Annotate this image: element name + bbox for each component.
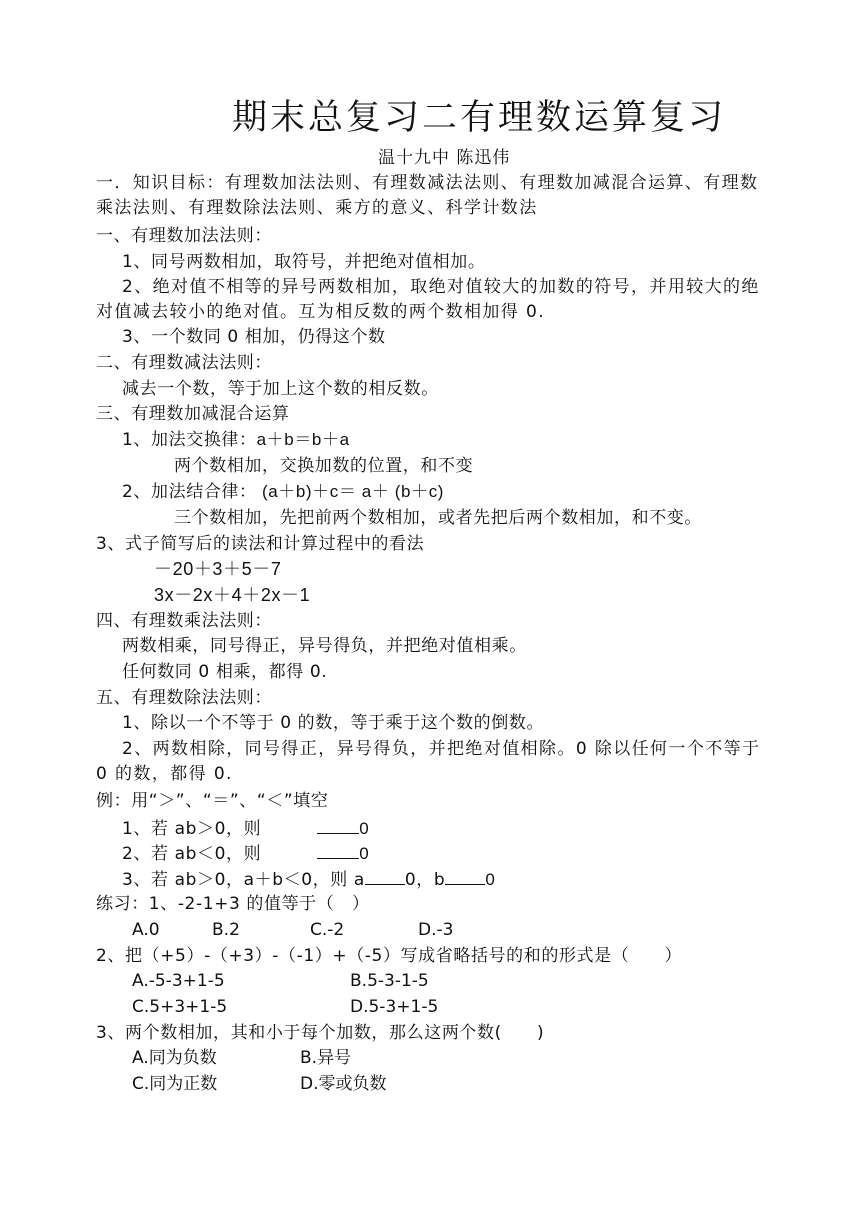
answer-blank-a[interactable] [365, 866, 405, 885]
practice-1-option-b: B.2 [212, 920, 240, 940]
commutative-law-formula: a＋b＝b＋a [256, 430, 350, 449]
addition-rule-3: 3、一个数同 0 相加，仍得这个数 [122, 327, 386, 347]
example-question-2-value: 0 [359, 844, 370, 863]
example-question-3-value: 0 [485, 870, 496, 889]
expression-2: 3x－2x＋4＋2x－1 [154, 585, 311, 605]
practice-2-option-d: D.5-3+1-5 [350, 997, 439, 1017]
example-question-3-middle: 0，b [404, 870, 446, 890]
section-addition-heading: 一、有理数加法法则： [96, 226, 272, 246]
section-subtraction-heading: 二、有理数减法法则： [96, 353, 272, 373]
example-question-3 [122, 866, 802, 892]
practice-3-option-a: A.同为负数 [132, 1048, 217, 1068]
addition-rule-1: 1、同号两数相加，取符号，并把绝对值相加。 [122, 252, 486, 272]
example-question-1-value: 0 [359, 819, 370, 838]
practice-question-2: 2、把（+5）-（+3）-（-1）+（-5）写成省略括号的和的形式是（ ） [96, 946, 683, 966]
multiplication-rule-2: 任何数同 0 相乘，都得 0. [122, 662, 328, 682]
practice-question-1: 练习：1、-2-1+3 的值等于（ ） [96, 894, 370, 914]
example-question-2 [122, 840, 802, 866]
section-mixed-heading: 三、有理数加减混合运算 [96, 404, 290, 424]
practice-3-option-b: B.异号 [300, 1048, 352, 1068]
answer-blank[interactable] [317, 815, 359, 834]
associative-law-label: 2、加法结合律： [122, 482, 257, 502]
practice-1-option-d: D.-3 [418, 920, 454, 940]
simplified-expression-item: 3、式子简写后的读法和计算过程中的看法 [96, 534, 425, 554]
multiplication-rule-1: 两数相乘，同号得正，异号得负，并把绝对值相乘。 [122, 636, 527, 656]
practice-2-option-a: A.-5-3+1-5 [132, 971, 225, 991]
commutative-law [122, 428, 802, 452]
practice-3-option-d: D.零或负数 [300, 1074, 387, 1094]
practice-2-option-c: C.5+3+1-5 [132, 997, 228, 1017]
practice-question-3: 3、两个数相加，其和小于每个加数，那么这两个数( ) [96, 1023, 545, 1043]
practice-1-option-a: A.0 [132, 920, 160, 940]
subtraction-rule: 减去一个数，等于加上这个数的相反数。 [122, 379, 439, 399]
division-rule-2: 2、两数相除，同号得正，异号得负，并把绝对值相除。0 除以任何一个不等于 0 的数，都得 0. [96, 739, 761, 784]
practice-2-option-b: B.5-3-1-5 [350, 971, 429, 991]
author-line: 温十九中 陈迅伟 [378, 148, 511, 168]
example-question-1-text: 1、若 ab＞0，则 [122, 819, 262, 839]
expression-1: －20＋3＋5－7 [154, 559, 282, 579]
practice-1-option-c: C.-2 [310, 920, 345, 940]
addition-rule-2: 2、绝对值不相等的异号两数相加，取绝对值较大的加数的符号，并用较大的绝对值减去较小的绝对值。互为相反数的两个数相加得 0. [96, 277, 760, 322]
associative-law [122, 480, 802, 504]
commutative-law-description: 两个数相加，交换加数的位置，和不变 [174, 456, 474, 476]
document-title: 期末总复习二有理数运算复习 [232, 98, 727, 138]
answer-blank[interactable] [317, 840, 359, 859]
example-question-3-text: 3、若 ab＞0，a＋b＜0，则 a [122, 870, 365, 890]
answer-blank-b[interactable] [445, 866, 485, 885]
commutative-law-label: 1、加法交换律： [122, 430, 257, 450]
division-rule-1: 1、除以一个不等于 0 的数，等于乘于这个数的倒数。 [122, 713, 545, 733]
knowledge-objectives: 一．知识目标：有理数加法法则、有理数减法法则、有理数加减混合运算、有理数乘法法则、有理数除法法则、乘方的意义、科学计数法 [96, 173, 759, 218]
associative-law-description: 三个数相加，先把前两个数相加，或者先把后两个数相加，和不变。 [174, 508, 702, 528]
section-division-heading: 五、有理数除法法则： [96, 688, 272, 708]
associative-law-formula: (a＋b)＋c＝ a＋ (b＋c) [256, 482, 445, 501]
example-question-1 [122, 815, 802, 841]
section-multiplication-heading: 四、有理数乘法法则： [96, 611, 272, 631]
example-heading: 例：用“＞”、“＝”、“＜”填空 [96, 791, 329, 811]
practice-3-option-c: C.同为正数 [132, 1074, 218, 1094]
example-question-2-text: 2、若 ab＜0，则 [122, 844, 262, 864]
